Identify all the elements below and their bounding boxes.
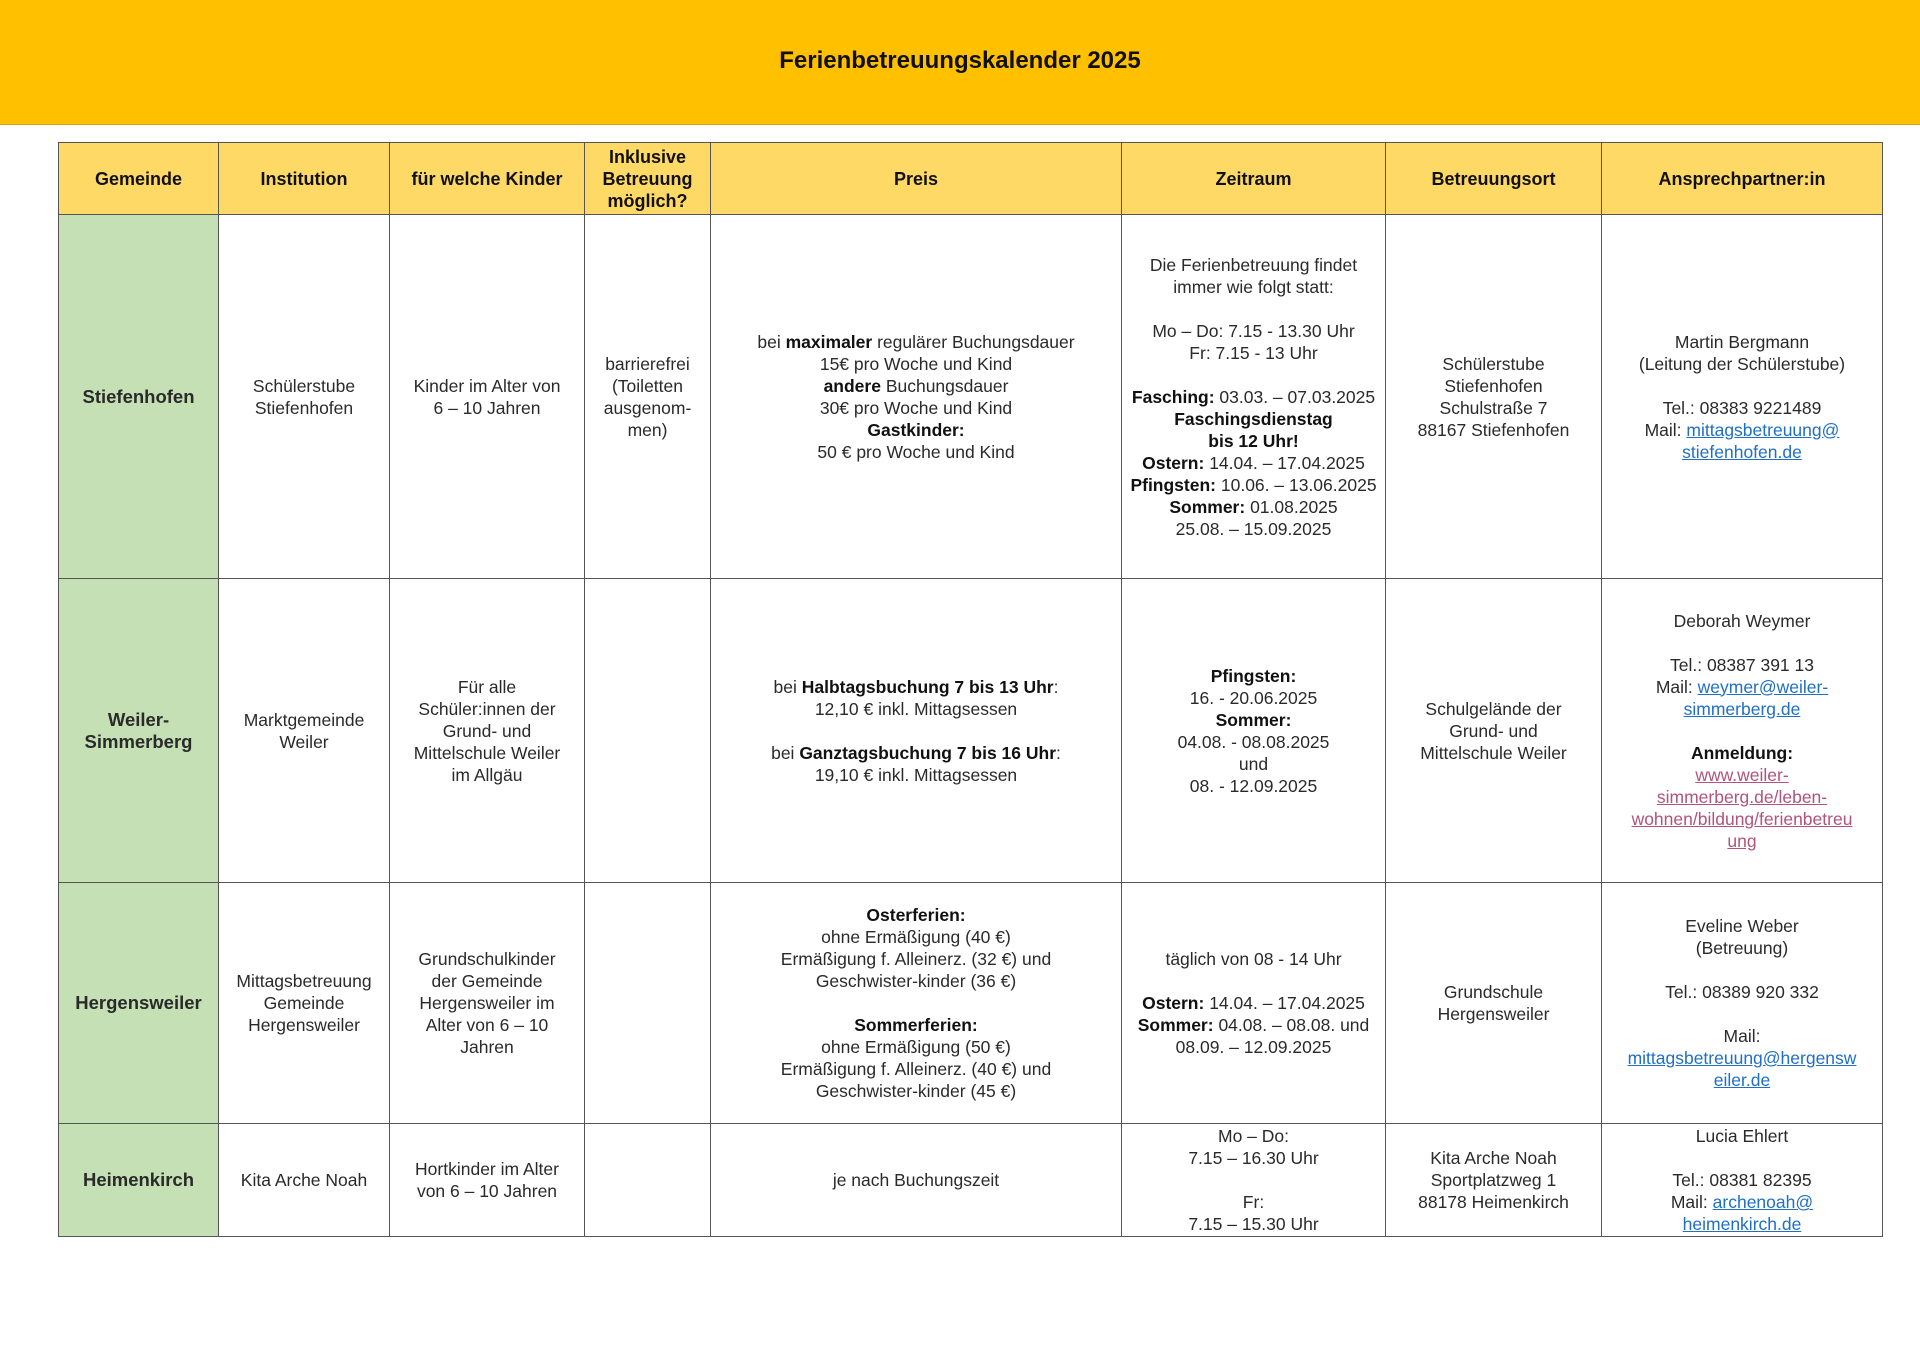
- kontakt-cell: [1602, 883, 1883, 1124]
- cell-line: Jahren: [460, 1037, 514, 1057]
- table-row: [59, 1124, 1883, 1237]
- cell-line: der Gemeinde: [431, 971, 543, 991]
- mail-label: Mail:: [1670, 1192, 1713, 1212]
- email-link[interactable]: eiler.de: [1713, 1070, 1771, 1090]
- email-link[interactable]: mittagsbetreuung@hergensw: [1627, 1048, 1857, 1068]
- contact-name: Deborah Weymer: [1673, 610, 1811, 631]
- header-preis: Preis: [711, 143, 1122, 215]
- cell-line: 16. - 20.06.2025: [1189, 687, 1318, 708]
- cell-line: Gemeinde: [263, 993, 345, 1013]
- email-link[interactable]: weymer@weiler-: [1697, 676, 1829, 697]
- inklusive-cell: [585, 579, 711, 883]
- cell-line: Kinder im Alter von: [413, 375, 561, 396]
- cell-line: Osterferien:: [866, 905, 966, 925]
- cell-line: Schulstraße 7: [1439, 397, 1548, 418]
- cell-line: 19,10 € inkl. Mittagsessen: [814, 764, 1018, 785]
- gemeinde-cell: Stiefenhofen: [59, 215, 219, 579]
- registration-link[interactable]: ung: [1727, 830, 1757, 851]
- cell-line: 88178 Heimenkirch: [1418, 1192, 1569, 1212]
- registration-link[interactable]: wohnen/bildung/ferienbetreu: [1631, 808, 1853, 829]
- cell-line: Grund- und: [442, 720, 532, 741]
- cell-line: Ermäßigung f. Alleinerz. (32 €) und: [780, 949, 1052, 969]
- calendar-table: [58, 142, 1883, 1237]
- cell-line: 25.08. – 15.09.2025: [1175, 518, 1332, 539]
- cell-line: (Toiletten: [611, 375, 683, 396]
- cell-line: 50 € pro Woche und Kind: [817, 441, 1015, 462]
- cell-line: Sommerferien:: [854, 1015, 978, 1035]
- text: :: [1056, 742, 1061, 763]
- cell-line: [717, 375, 1115, 397]
- cell-line: Kita Arche Noah: [1430, 1148, 1557, 1168]
- header-gemeinde: Gemeinde: [59, 143, 219, 215]
- cell-line: [1128, 992, 1379, 1014]
- ort-cell: [1386, 215, 1602, 579]
- text: bei: [771, 742, 800, 763]
- cell-line: immer wie folgt statt:: [1173, 276, 1334, 297]
- cell-line: Sommer:: [1215, 709, 1292, 730]
- cell-line: Marktgemeinde: [243, 709, 365, 730]
- institution-cell: Kita Arche Noah: [219, 1124, 390, 1237]
- cell-line: Mittagsbetreuung: [236, 971, 372, 991]
- cell-line: Faschingsdienstag: [1174, 408, 1333, 429]
- cell-line: im Allgäu: [451, 764, 523, 785]
- cell-line: Pfingsten:: [1210, 665, 1297, 686]
- spacer: [1608, 959, 1876, 981]
- ort-cell: [1386, 883, 1602, 1124]
- header-inklusive-line: möglich?: [607, 190, 688, 211]
- cell-line: 7.15 – 16.30 Uhr: [1188, 1148, 1319, 1168]
- inklusive-cell: [585, 215, 711, 579]
- cell-line: 30€ pro Woche und Kind: [819, 397, 1013, 418]
- cell-line: Stiefenhofen: [254, 397, 354, 418]
- inklusive-cell: [585, 1124, 711, 1237]
- cell-line: Für alle: [457, 676, 517, 697]
- cell-line: [1608, 419, 1876, 441]
- registration-link[interactable]: simmerberg.de/leben-: [1656, 786, 1828, 807]
- mail-label: Mail:: [1723, 1026, 1761, 1046]
- kinder-cell: [390, 1124, 585, 1237]
- cell-line: und: [1238, 753, 1269, 774]
- cell-line: Geschwister-kinder (36 €): [815, 971, 1017, 991]
- cell-line: 6 – 10 Jahren: [433, 397, 541, 418]
- zeitraum-cell: [1122, 1124, 1386, 1237]
- cell-line: von 6 – 10 Jahren: [416, 1181, 558, 1201]
- cell-line: Alter von 6 – 10: [425, 1015, 549, 1035]
- spacer: [1608, 1003, 1876, 1025]
- header-inklusive-line: Betreuung: [602, 168, 693, 189]
- header-inklusive-line: Inklusive: [608, 146, 687, 167]
- text: 10.06. – 13.06.2025: [1216, 474, 1377, 495]
- institution-cell: [219, 215, 390, 579]
- cell-line: Hergensweiler: [1437, 1004, 1550, 1024]
- contact-phone: Tel.: 08389 920 332: [1665, 982, 1819, 1002]
- cell-line: Grundschulkinder: [418, 949, 556, 969]
- contact-phone: Tel.: 08381 82395: [1672, 1170, 1812, 1190]
- cell-line: Mittelschule Weiler: [1420, 742, 1567, 763]
- title-banner: [0, 0, 1920, 125]
- contact-phone: Tel.: 08387 391 13: [1669, 654, 1814, 675]
- bold-text: Pfingsten:: [1130, 474, 1216, 495]
- email-link[interactable]: mittagsbetreuung@: [1686, 419, 1840, 440]
- kontakt-cell: [1602, 1124, 1883, 1237]
- cell-line: [1128, 474, 1379, 496]
- bold-text: Sommer:: [1137, 1015, 1214, 1035]
- cell-line: 08. - 12.09.2025: [1189, 775, 1318, 796]
- email-link[interactable]: simmerberg.de: [1683, 698, 1801, 719]
- contact-role: (Betreuung): [1695, 938, 1789, 958]
- spacer: [1128, 364, 1379, 386]
- zeitraum-cell: [1122, 883, 1386, 1124]
- cell-line: Geschwister-kinder (45 €): [815, 1081, 1017, 1101]
- kontakt-cell: [1602, 579, 1883, 883]
- cell-line: Mo – Do:: [1218, 1126, 1289, 1146]
- cell-line: Gastkinder:: [867, 419, 965, 440]
- cell-line: Sportplatzweg 1: [1430, 1170, 1557, 1190]
- cell-line: [1608, 1191, 1876, 1213]
- kinder-cell: [390, 579, 585, 883]
- mail-label: Mail:: [1644, 419, 1687, 440]
- contact-name: Eveline Weber: [1685, 916, 1799, 936]
- text: Buchungsdauer: [880, 375, 1009, 396]
- spacer: [1608, 720, 1876, 742]
- cell-line: [717, 676, 1115, 698]
- header-zeitraum: Zeitraum: [1122, 143, 1386, 215]
- cell-line: Weiler-: [107, 708, 170, 730]
- bold-text: Ganztagsbuchung 7 bis 16 Uhr: [799, 742, 1057, 763]
- gemeinde-cell: Hergensweiler: [59, 883, 219, 1124]
- cell-line: ohne Ermäßigung (50 €): [821, 1037, 1011, 1057]
- bold-text: Ostern:: [1142, 452, 1205, 473]
- text: 14.04. – 17.04.2025: [1204, 993, 1365, 1013]
- registration-link[interactable]: www.weiler-: [1695, 764, 1789, 785]
- cell-line: Fr: 7.15 - 13 Uhr: [1189, 342, 1318, 363]
- email-link[interactable]: heimenkirch.de: [1682, 1214, 1802, 1234]
- preis-cell: [711, 883, 1122, 1124]
- bold-text: Fasching:: [1131, 386, 1215, 407]
- cell-line: [1128, 496, 1379, 518]
- header-row: [59, 143, 1883, 215]
- institution-cell: [219, 883, 390, 1124]
- cell-line: 7.15 – 15.30 Uhr: [1188, 1214, 1319, 1234]
- zeitraum-cell: [1122, 215, 1386, 579]
- registration-label: Anmeldung:: [1690, 742, 1794, 763]
- kontakt-cell: [1602, 215, 1883, 579]
- header-kontakt: Ansprechpartner:in: [1602, 143, 1883, 215]
- spacer: [1608, 375, 1876, 397]
- preis-cell: je nach Buchungszeit: [711, 1124, 1122, 1237]
- cell-line: Hergensweiler: [248, 1015, 360, 1035]
- cell-line: ausgenom-: [603, 397, 692, 418]
- contact-name: Martin Bergmann: [1674, 331, 1810, 352]
- cell-line: 15€ pro Woche und Kind: [819, 353, 1013, 374]
- spacer: [717, 992, 1115, 1014]
- table-row: [59, 579, 1883, 883]
- gemeinde-cell: [59, 579, 219, 883]
- bold-text: andere: [823, 375, 881, 396]
- cell-line: 88167 Stiefenhofen: [1417, 419, 1570, 440]
- cell-line: 12,10 € inkl. Mittagsessen: [814, 698, 1018, 719]
- zeitraum-cell: [1122, 579, 1386, 883]
- cell-line: Die Ferienbetreuung findet: [1149, 254, 1358, 275]
- cell-line: Schülerstube: [1442, 353, 1545, 374]
- text: 04.08. – 08.08. und: [1213, 1015, 1370, 1035]
- cell-line: Schulgelände der: [1425, 698, 1562, 719]
- preis-cell: [711, 579, 1122, 883]
- bold-text: Ostern:: [1142, 993, 1205, 1013]
- preis-cell: [711, 215, 1122, 579]
- cell-line: [1128, 1014, 1379, 1036]
- cell-line: täglich von 08 - 14 Uhr: [1165, 949, 1342, 969]
- bold-text: maximaler: [785, 331, 873, 352]
- cell-line: Simmerberg: [84, 730, 193, 752]
- spacer: [1608, 632, 1876, 654]
- text: bei: [773, 676, 802, 697]
- cell-line: 04.08. - 08.08.2025: [1177, 731, 1330, 752]
- text: 03.03. – 07.03.2025: [1214, 386, 1376, 407]
- cell-line: [1128, 386, 1379, 408]
- header-institution: Institution: [219, 143, 390, 215]
- cell-line: [1128, 452, 1379, 474]
- gemeinde-cell: Heimenkirch: [59, 1124, 219, 1237]
- email-link[interactable]: archenoah@: [1712, 1192, 1814, 1212]
- header-kinder: für welche Kinder: [390, 143, 585, 215]
- contact-phone: Tel.: 08383 9221489: [1662, 397, 1822, 418]
- kinder-cell: [390, 215, 585, 579]
- cell-line: Hergensweiler im: [419, 993, 555, 1013]
- contact-name: Lucia Ehlert: [1695, 1126, 1789, 1146]
- header-inklusive: [585, 143, 711, 215]
- text: 14.04. – 17.04.2025: [1204, 452, 1365, 473]
- text: regulärer Buchungsdauer: [872, 331, 1075, 352]
- cell-line: bis 12 Uhr!: [1208, 430, 1299, 451]
- cell-line: Weiler: [279, 731, 329, 752]
- cell-line: ohne Ermäßigung (40 €): [821, 927, 1011, 947]
- cell-line: Fr:: [1242, 1192, 1265, 1212]
- text: :: [1053, 676, 1059, 697]
- kinder-cell: [390, 883, 585, 1124]
- cell-line: Schüler:innen der: [418, 698, 556, 719]
- cell-line: Ermäßigung f. Alleinerz. (40 €) und: [780, 1059, 1052, 1079]
- cell-line: [717, 331, 1115, 353]
- table-row: [59, 883, 1883, 1124]
- inklusive-cell: [585, 883, 711, 1124]
- cell-line: Grund- und: [1449, 720, 1538, 741]
- cell-line: [717, 742, 1115, 764]
- text: bei: [757, 331, 786, 352]
- spacer: [1128, 298, 1379, 320]
- bold-text: Halbtagsbuchung 7 bis 13 Uhr: [801, 676, 1054, 697]
- text: 01.08.2025: [1245, 496, 1338, 517]
- cell-line: Stiefenhofen: [1444, 375, 1543, 396]
- page-title: Ferienbetreuungskalender 2025: [779, 47, 1141, 74]
- spacer: [717, 720, 1115, 742]
- spacer: [1608, 1147, 1876, 1169]
- cell-line: Schülerstube: [252, 375, 356, 396]
- cell-line: Grundschule: [1443, 982, 1544, 1002]
- bold-text: Sommer:: [1169, 496, 1246, 517]
- spacer: [1128, 970, 1379, 992]
- ort-cell: [1386, 579, 1602, 883]
- cell-line: 08.09. – 12.09.2025: [1175, 1037, 1332, 1057]
- spacer: [1128, 1169, 1379, 1191]
- cell-line: Hortkinder im Alter: [415, 1159, 559, 1179]
- cell-line: Mittelschule Weiler: [413, 742, 561, 763]
- cell-line: barrierefrei: [605, 353, 690, 374]
- cell-line: men): [627, 419, 668, 440]
- ort-cell: [1386, 1124, 1602, 1237]
- mail-label: Mail:: [1655, 676, 1698, 697]
- cell-line: Mo – Do: 7.15 - 13.30 Uhr: [1152, 320, 1355, 341]
- header-ort: Betreuungsort: [1386, 143, 1602, 215]
- institution-cell: [219, 579, 390, 883]
- email-link[interactable]: stiefenhofen.de: [1682, 441, 1802, 462]
- cell-line: [1608, 676, 1876, 698]
- contact-role: (Leitung der Schülerstube): [1638, 353, 1846, 374]
- table-row: [59, 215, 1883, 579]
